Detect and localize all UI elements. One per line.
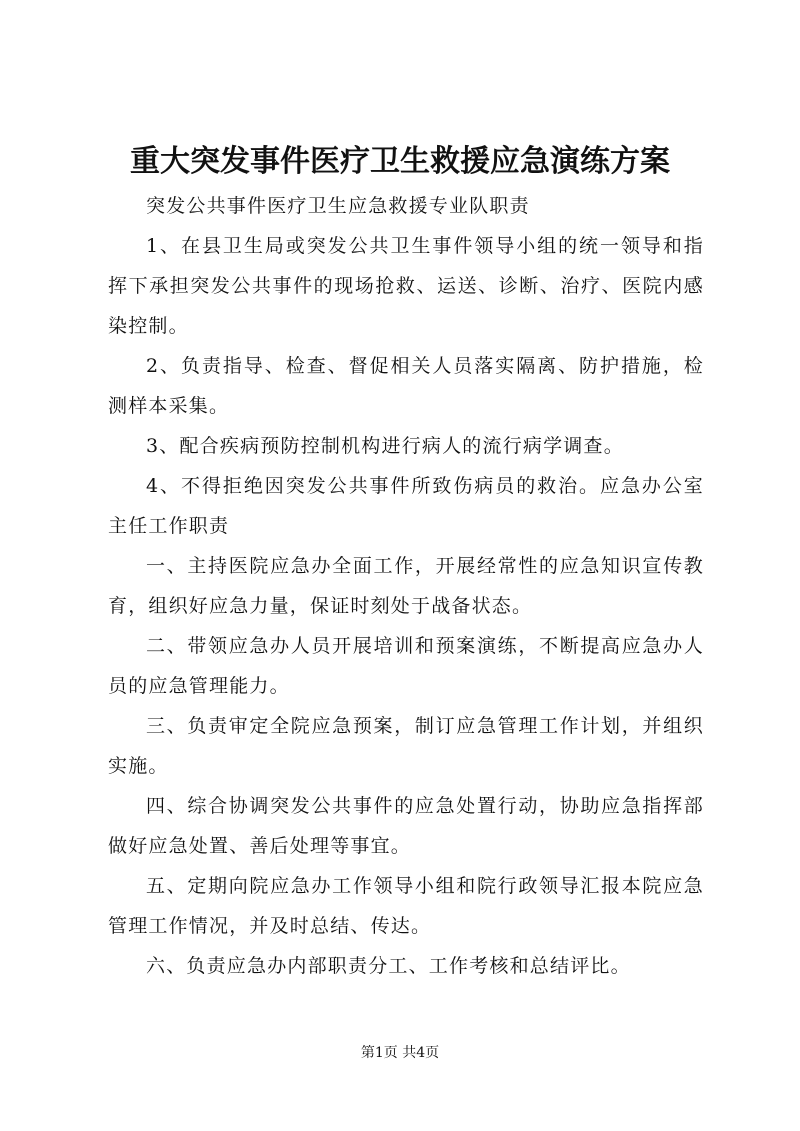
paragraph-duty-2: 2、负责指导、检查、督促相关人员落实隔离、防护措施，检测样本采集。 — [108, 355, 704, 417]
document-title: 重大突发事件医疗卫生救援应急演练方案 — [130, 144, 670, 179]
paragraph-director-duty-1: 一、主持医院应急办全面工作，开展经常性的应急知识宣传教育，组织好应急力量，保证时刻处于战备状态。 — [108, 555, 704, 617]
paragraph-section-heading: 突发公共事件医疗卫生应急救援专业队职责 — [146, 195, 530, 217]
paragraph-director-duty-2: 二、带领应急办人员开展培训和预案演练，不断提高应急办人员的应急管理能力。 — [108, 635, 704, 697]
paragraph-director-duty-3: 三、负责审定全院应急预案，制订应急管理工作计划，并组织实施。 — [108, 715, 704, 777]
paragraph-director-duty-4: 四、综合协调突发公共事件的应急处置行动，协助应急指挥部做好应急处置、善后处理等事宜。 — [108, 795, 704, 857]
paragraph-duty-1: 1、在县卫生局或突发公共卫生事件领导小组的统一领导和指挥下承担突发公共事件的现场抢救、运送、诊断、治疗、医院内感染控制。 — [108, 235, 704, 337]
paragraph-duty-4: 4、不得拒绝因突发公共事件所致伤病员的救治。应急办公室主任工作职责 — [108, 475, 704, 537]
page-number-footer: 第1页 共4页 — [360, 1045, 440, 1061]
document-body — [108, 186, 704, 986]
paragraph-director-duty-6: 六、负责应急办内部职责分工、工作考核和总结评比。 — [146, 955, 631, 977]
paragraph-duty-3: 3、配合疾病预防控制机构进行病人的流行病学调查。 — [146, 435, 624, 457]
paragraph-director-duty-5: 五、定期向院应急办工作领导小组和院行政领导汇报本院应急管理工作情况，并及时总结、传达。 — [108, 875, 704, 937]
